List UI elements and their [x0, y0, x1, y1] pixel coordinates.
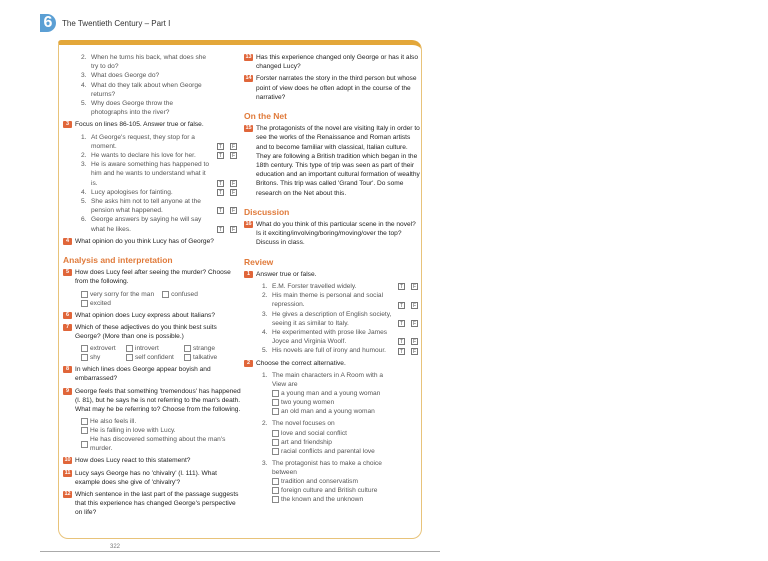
- item-number: 2.: [81, 152, 87, 160]
- item-number: 2.: [262, 420, 268, 428]
- analysis-heading: Analysis and interpretation: [63, 255, 173, 266]
- option-label: excited: [90, 299, 111, 307]
- true-box[interactable]: T: [218, 208, 223, 215]
- option-label: two young women: [281, 399, 335, 407]
- item-text: Lucy apologises for fainting.: [91, 188, 173, 196]
- list-item: [262, 419, 422, 428]
- item-text: He gives a description of English society, seeing it as similar to Italy.: [272, 310, 392, 327]
- question-10: [63, 456, 241, 465]
- checkbox[interactable]: [81, 441, 88, 448]
- option-4[interactable]: [126, 353, 176, 362]
- item-number: 2.: [262, 292, 268, 300]
- checkbox[interactable]: [272, 448, 279, 455]
- question-text: Answer true or false.: [256, 270, 317, 278]
- option-label: introvert: [135, 345, 159, 353]
- question-number: 6: [63, 312, 72, 319]
- list-item: [81, 188, 241, 197]
- question-text: In which lines does George appear boyish and embarrassed?: [75, 366, 211, 383]
- option-label: He has discovered something about the man's murder.: [90, 436, 226, 453]
- option-label: foreign culture and British culture: [281, 486, 378, 494]
- checkbox[interactable]: [184, 345, 191, 352]
- checkbox[interactable]: [272, 399, 279, 406]
- question-11: [63, 469, 241, 487]
- item-text: His novels are full of irony and humour.: [272, 347, 386, 355]
- question-12: [63, 490, 241, 518]
- option-1[interactable]: [272, 398, 414, 407]
- question-number: 5: [63, 269, 72, 276]
- question-text: Choose the correct alternative.: [256, 359, 346, 367]
- checkbox[interactable]: [81, 300, 88, 307]
- checkbox[interactable]: [272, 390, 279, 397]
- question-number: 10: [64, 457, 71, 464]
- checkbox[interactable]: [81, 418, 88, 425]
- option-2[interactable]: [272, 407, 414, 416]
- checkbox[interactable]: [81, 345, 88, 352]
- item-number: 1.: [262, 283, 268, 291]
- question-3: [63, 120, 241, 129]
- option-1[interactable]: [162, 290, 198, 299]
- question-text: How does Lucy feel after seeing the murder? Choose from the following.: [75, 269, 231, 286]
- list-item: [262, 459, 422, 477]
- option-label: art and friendship: [281, 438, 332, 446]
- option-label: talkative: [193, 354, 218, 362]
- question-13: [244, 53, 422, 71]
- item-text: What do they talk about when George returns?: [91, 81, 202, 98]
- option-label: self confident: [135, 354, 174, 362]
- true-false-boxes: [398, 348, 418, 355]
- checkbox[interactable]: [126, 345, 133, 352]
- false-box[interactable]: F: [231, 208, 236, 215]
- true-false-boxes: [217, 226, 237, 233]
- option-2[interactable]: [81, 435, 233, 453]
- list-item: [262, 291, 422, 309]
- option-label: tradition and conservatism: [281, 477, 358, 485]
- item-number: 3.: [262, 459, 268, 467]
- question-number: 4: [63, 238, 72, 245]
- item-list: [244, 282, 422, 356]
- question-text: Which sentence in the last part of the passage suggests that this experience has changed George's perspective on life?: [75, 490, 239, 517]
- false-box[interactable]: F: [231, 190, 236, 197]
- option-label: extrovert: [90, 345, 116, 353]
- checkbox[interactable]: [162, 291, 169, 298]
- false-box[interactable]: F: [412, 302, 417, 309]
- item-text: The main characters in A Room with a View are: [272, 371, 384, 389]
- discussion-heading: Discussion: [244, 206, 290, 217]
- item-number: 3.: [81, 72, 87, 80]
- option-label: a young man and a young woman: [281, 390, 381, 398]
- question-number: 9: [63, 388, 72, 395]
- option-label: He is falling in love with Lucy.: [90, 427, 176, 435]
- false-box[interactable]: F: [231, 226, 236, 233]
- false-box[interactable]: F: [231, 180, 236, 187]
- question-16: [244, 220, 422, 248]
- review-heading: Review: [244, 256, 274, 267]
- false-box[interactable]: F: [231, 144, 236, 151]
- question-number: 2: [244, 360, 253, 367]
- item-text: He wants to declare his love for her.: [91, 152, 196, 160]
- option-label: an old man and a young woman: [281, 408, 375, 416]
- list-item: [81, 197, 241, 215]
- question-7: [63, 323, 241, 341]
- option-0[interactable]: [272, 477, 414, 486]
- question-text: What opinion does Lucy express about Italians?: [75, 311, 216, 319]
- checkbox[interactable]: [272, 430, 279, 437]
- item-text: When he turns his back, what does she try to do?: [91, 54, 207, 71]
- option-1[interactable]: [126, 344, 176, 353]
- checkbox[interactable]: [81, 354, 88, 361]
- item-number: 3.: [262, 310, 268, 318]
- header-title: The Twentieth Century – Part I: [62, 18, 171, 28]
- true-false-boxes: [217, 152, 237, 159]
- option-label: strange: [193, 345, 215, 353]
- checkbox[interactable]: [184, 354, 191, 361]
- true-box[interactable]: T: [399, 302, 404, 309]
- question-9: [63, 387, 241, 415]
- true-box[interactable]: T: [399, 348, 404, 355]
- footer-rule: [40, 551, 440, 552]
- item-number: 4.: [262, 329, 268, 337]
- question-text: Focus on lines 86-105. Answer true or false.: [75, 121, 204, 129]
- question-text: Has this experience changed only George or has it also changed Lucy?: [256, 54, 419, 71]
- option-2[interactable]: [184, 344, 226, 353]
- true-box[interactable]: T: [399, 321, 404, 328]
- question-text: Lucy says George has no 'chivalry' (l. 111). What example does she give of 'chivalry'?: [75, 469, 217, 486]
- checkbox[interactable]: [272, 487, 279, 494]
- true-box[interactable]: T: [218, 153, 223, 160]
- question-8: [63, 365, 241, 383]
- list-item: [262, 282, 422, 291]
- item-number: 1.: [262, 371, 268, 379]
- item-number: 4.: [81, 188, 87, 196]
- question-text: George feels that something 'tremendous' has happened (l. 81), but he says he is not referring to the man's death. What may he be referring to? Choose from the following.: [75, 387, 241, 414]
- question-number: 15: [245, 125, 252, 132]
- review-1: [244, 270, 422, 279]
- option-1[interactable]: [272, 438, 414, 447]
- true-box[interactable]: T: [218, 144, 223, 151]
- right-column: [244, 53, 422, 507]
- item-number: 5.: [81, 198, 87, 206]
- list-item: [262, 371, 422, 389]
- item-text: The protagonist has to make a choice between: [272, 459, 382, 476]
- true-false-boxes: [398, 283, 418, 290]
- question-number: 16: [245, 221, 252, 228]
- item-text: Why does George throw the photographs into the river?: [91, 100, 174, 117]
- question-number: 7: [63, 324, 72, 331]
- item-list: [63, 133, 241, 234]
- true-box[interactable]: T: [218, 180, 223, 187]
- item-list: [63, 53, 241, 117]
- item-text: What does George do?: [91, 72, 160, 80]
- item-number: 3.: [81, 161, 87, 169]
- options: [262, 477, 422, 504]
- list-item: [81, 215, 241, 233]
- true-false-boxes: [217, 207, 237, 214]
- true-false-boxes: [217, 180, 237, 187]
- option-label: confused: [171, 290, 198, 298]
- true-box[interactable]: T: [218, 190, 223, 197]
- option-0[interactable]: [272, 429, 414, 438]
- option-label: shy: [90, 354, 101, 362]
- checkbox[interactable]: [272, 496, 279, 503]
- question-number: 3: [63, 121, 72, 128]
- checkbox[interactable]: [272, 439, 279, 446]
- list-item: [262, 346, 422, 355]
- option-0[interactable]: [81, 417, 233, 426]
- true-box[interactable]: T: [399, 339, 404, 346]
- question-number: 1: [244, 271, 253, 278]
- unit-number: 6: [40, 14, 56, 32]
- false-box[interactable]: F: [412, 339, 417, 346]
- false-box[interactable]: F: [231, 153, 236, 160]
- question-number: 11: [64, 469, 71, 476]
- question-number: 8: [63, 366, 72, 373]
- item-number: 1.: [81, 133, 87, 141]
- option-5[interactable]: [184, 353, 226, 362]
- false-box[interactable]: F: [412, 284, 417, 291]
- list-item: [81, 133, 241, 151]
- option-label: the known and the unknown: [281, 495, 364, 503]
- option-2[interactable]: [272, 495, 414, 504]
- question-number: 12: [64, 490, 71, 497]
- question-text: What do you think of this particular scene in the novel? Is it exciting/involving/boring/moving/over the top? Discuss in class.: [256, 221, 416, 247]
- list-item: [81, 99, 241, 117]
- option-0[interactable]: [81, 344, 118, 353]
- checkbox[interactable]: [81, 291, 88, 298]
- list-item: [262, 310, 422, 328]
- item-text: He is aware something has happened to him and he wants to understand what it is.: [91, 161, 210, 187]
- on-the-net-heading: On the Net: [244, 111, 287, 122]
- options: [262, 429, 422, 456]
- list-item: [81, 160, 241, 188]
- question-5: [63, 268, 241, 286]
- option-0[interactable]: [272, 389, 414, 398]
- item-number: 2.: [81, 54, 87, 61]
- exercise-box: [58, 40, 422, 539]
- option-label: He also feels ill.: [90, 418, 137, 426]
- true-box[interactable]: T: [218, 226, 223, 233]
- page-header: [40, 14, 170, 32]
- left-column: [63, 53, 241, 521]
- item-number: 5.: [262, 347, 268, 355]
- option-0[interactable]: [81, 290, 154, 299]
- options: [262, 389, 422, 416]
- item-number: 5.: [81, 100, 87, 108]
- options: [63, 290, 241, 308]
- list-item: [262, 328, 422, 346]
- option-3[interactable]: [81, 353, 118, 362]
- review-2: [244, 359, 422, 368]
- item-text: E.M. Forster travelled widely.: [272, 283, 357, 291]
- option-1[interactable]: [81, 426, 233, 435]
- option-label: very sorry for the man: [90, 290, 155, 298]
- item-text: George answers by saying he will say what he likes.: [91, 216, 202, 233]
- question-text: Forster narrates the story in the third person but whose point of view does he often adopt in the course of the narrative?: [256, 75, 417, 101]
- option-1[interactable]: [272, 486, 414, 495]
- question-number: 14: [245, 75, 252, 82]
- item-text: The novel focuses on: [272, 420, 335, 428]
- question-text: What opinion do you think Lucy has of George?: [75, 237, 214, 245]
- checkbox[interactable]: [272, 408, 279, 415]
- option-2[interactable]: [81, 299, 111, 308]
- question-4: [63, 237, 241, 246]
- option-label: love and social conflict: [281, 429, 347, 437]
- question-6: [63, 311, 241, 320]
- checkbox[interactable]: [126, 354, 133, 361]
- item-number: 6.: [81, 216, 87, 224]
- item-text: She asks him not to tell anyone at the pension what happened.: [91, 198, 201, 215]
- item-text: His main theme is personal and social repression.: [272, 292, 384, 309]
- true-false-boxes: [217, 143, 237, 150]
- adjective-options: [63, 344, 241, 362]
- item-list: [244, 371, 422, 504]
- page-number: 322: [110, 544, 121, 550]
- true-box[interactable]: T: [399, 284, 404, 291]
- true-false-boxes: [398, 338, 418, 345]
- true-false-boxes: [398, 320, 418, 327]
- list-item: [81, 151, 241, 160]
- list-item: [81, 81, 241, 99]
- false-box[interactable]: F: [412, 348, 417, 355]
- option-2[interactable]: [272, 447, 414, 456]
- item-text: At George's request, they stop for a moment.: [91, 133, 195, 150]
- true-false-boxes: [398, 302, 418, 309]
- checkbox[interactable]: [81, 427, 88, 434]
- question-number: 13: [245, 54, 252, 60]
- question-15: [244, 124, 422, 198]
- list-item: [81, 53, 241, 71]
- false-box[interactable]: F: [412, 321, 417, 328]
- question-14: [244, 74, 422, 102]
- item-number: 4.: [81, 81, 87, 89]
- checkbox[interactable]: [272, 478, 279, 485]
- question-text: Which of these adjectives do you think best suits George? (More than one is possible.): [75, 323, 217, 341]
- options: [63, 417, 241, 453]
- question-text: The protagonists of the novel are visiting Italy in order to see the works of the Renaissance and Roman artists and to become familiar with classical, Italian culture. They are following a British tradition which began in the 18th century. This type of trip was seen as part of their education and an important cultural formation of wealthy Britons. This trip was called 'Grand Tour'. Do some research on the Net about this.: [256, 125, 420, 197]
- option-label: racial conflicts and parental love: [281, 447, 375, 455]
- item-text: He experimented with prose like James Joyce and Virginia Woolf.: [272, 329, 388, 346]
- question-text: How does Lucy react to this statement?: [75, 457, 191, 465]
- true-false-boxes: [217, 189, 237, 196]
- list-item: [81, 71, 241, 80]
